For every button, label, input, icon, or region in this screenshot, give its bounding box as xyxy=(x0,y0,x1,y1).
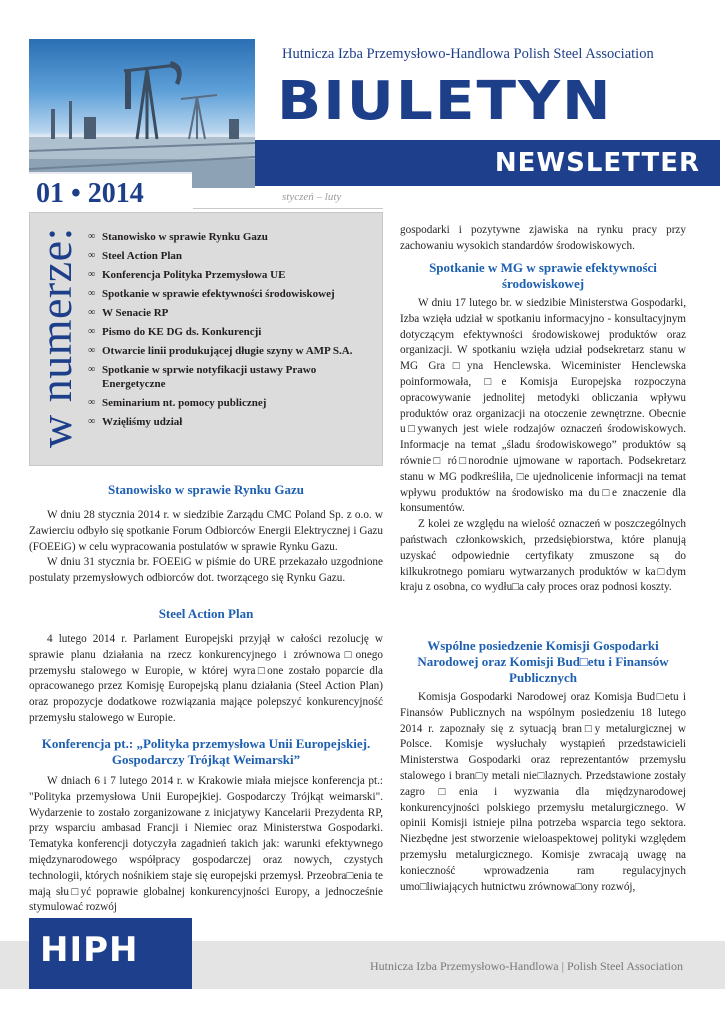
toc-item[interactable]: ∞ Pismo do KE DG ds. Konkurencji xyxy=(88,326,262,338)
toc-item[interactable]: ∞ Konferencja Polityka Przemysłowa UE xyxy=(88,269,286,281)
article-body-steel-action-plan: 4 lutego 2014 r. Parlament Europejski przyjął w całości rezolucję w sprawie planu działania na rzecz konkurencyjnego i zrównowa□onego przemysłu stalowego w Europie, w której wyra□one zostało poparcie dla opracowanego przez Komisję Europejską planu działania (Steel Action Plan) oraz propozycje dodatkowe rozwiązania mające polepszyć konkurencyjność przemysłu stalowego w Europie. xyxy=(29,633,383,724)
article-body-joint-session: Komisja Gospodarki Narodowej oraz Komisja Bud□etu i Finansów Publicznych na wspólnym posiedzeniu 18 lutego 2014 r. zapoznały się z sytuacją bran□y metalurgicznej w Polsce. Komisje wysłuchały wystąpień przedstawicieli Ministerstwa Gospodarki oraz reprezentantów przemysłu stalowego i bran□y metali nie□laznych. Przedstawione zostały zagro□enia i wyzwania dla międzynarodowej konkurencyjności polskiego przemysłu metalurgicznego. W opinii Komisji istnieje pilna potrzeba wsparcia tego sektora. Niezbędne jest stworzenie wieloaspektowej polityki względem przemysłu metalurgicznego. Komisje zwracają uwagę na konieczność wprowadzenia ram regulacyjnych umo□liwiających hutnictwu zrównowa□ony rozwój, xyxy=(400,691,686,893)
infinity-bullet-icon: ∞ xyxy=(88,288,96,299)
header-photo-oil-pumps xyxy=(29,39,255,188)
article-title-mg-meeting: Spotkanie w MG w sprawie efektywności środowiskowej xyxy=(429,260,657,291)
infinity-bullet-icon: ∞ xyxy=(88,397,96,408)
infinity-bullet-icon: ∞ xyxy=(88,307,96,318)
toc-item[interactable]: ∞ Steel Action Plan xyxy=(88,250,183,262)
article-body-gas: W dniu 28 stycznia 2014 r. w siedzibie Zarządu CMC Poland Sp. z o.o. w Zawierciu odbyło się spotkanie Forum Odbiorców Energii Elektrycznej i Gazu (FOEEiG) w celu wypracowania postulatów w sprawie Rynku Gazu. W dniu 31 stycznia br. FOEEiG w piśmie do URE przekazało uzgodnione postulaty przemysłowych odbiorców dot. tworzącego się Rynku Gazu. xyxy=(29,509,383,585)
infinity-bullet-icon: ∞ xyxy=(88,269,96,280)
toc-label-container xyxy=(29,212,89,466)
infinity-bullet-icon: ∞ xyxy=(88,416,96,427)
toc-item[interactable]: ∞ Stanowisko w sprawie Rynku Gazu xyxy=(88,231,268,243)
issue-number: 01 • 2014 xyxy=(36,178,144,209)
article-body-conference-cont: gospodarki i pozytywne zjawiska na rynku pracy przy zachowaniu wysokich standardów środowiskowych. xyxy=(400,224,686,252)
newsletter-label: NEWSLETTER xyxy=(494,148,700,178)
newsletter-bar xyxy=(255,140,720,186)
toc-item[interactable]: ∞ Seminarium nt. pomocy publicznej xyxy=(88,397,267,409)
toc-item[interactable]: ∞ Spotkanie w sprawie efektywności środowiskowej xyxy=(88,288,335,300)
toc-list xyxy=(88,230,378,434)
issue-date: styczeń – luty xyxy=(282,191,342,203)
infinity-bullet-icon: ∞ xyxy=(88,345,96,356)
association-name: Hutnicza Izba Przemysłowo-Handlowa Polish Steel Association xyxy=(282,46,654,62)
toc-item[interactable]: ∞ Otwarcie linii produkującej długie szyny w AMP S.A. xyxy=(88,345,353,357)
toc-item[interactable]: ∞ W Senacie RP xyxy=(88,307,169,319)
article-title-conference: Konferencja pt.: „Polityka przemysłowa Unii Europejskiej. Gospodarczy Trójkąt Weimarski” xyxy=(41,736,371,767)
hiph-logo-text: HIPH xyxy=(40,930,139,970)
infinity-bullet-icon: ∞ xyxy=(88,231,96,242)
footer-text: Hutnicza Izba Przemysłowo-Handlowa | Polish Steel Association xyxy=(369,959,683,973)
article-title-gas: Stanowisko w sprawie Rynku Gazu xyxy=(107,482,305,497)
toc-item[interactable]: ∞ Wzięliśmy udział xyxy=(88,416,183,428)
infinity-bullet-icon: ∞ xyxy=(88,326,96,337)
infinity-bullet-icon: ∞ xyxy=(88,364,96,375)
toc-item[interactable]: ∞ Spotkanie w sprwie notyfikacji ustawy Prawo Energetyczne xyxy=(88,364,317,390)
divider xyxy=(193,208,383,209)
newsletter-title: BIULETYN xyxy=(277,69,613,132)
toc-label: w numerze: xyxy=(30,227,81,448)
infinity-bullet-icon: ∞ xyxy=(88,250,96,261)
article-body-mg-meeting: W dniu 17 lutego br. w siedzibie Ministerstwa Gospodarki, Izba wzięła udział w spotkaniu informacyjno - konsultacyjnym dotyczącym efektywności środowiskowej produktów oraz organizacji. W spotkaniu wzięła udział podsekretarz stanu w MG Gra□yna Henclewska. Wiceminister Henclewska poinformowała, □e Komisja Europejska rozpoczyna opracowywanie jednolitej metodyki obliczania wpływu produktów oraz organizacji na otoczenie zewnętrzne. Obecnie u□ywanych jest wiele rodzajów oznaczeń środowiskowych. Informacje na temat „śladu środowiskowego” produktów są równie□ ró□norodnie ujmowane w raportach. Podsekretarz stanu w MG podkreśliła, □e ujednolicenie informacji na temat wpływu produktów na środowisko ma du□e znaczenie dla konsumentów. Z kolei ze względu na wielość oznaczeń w poszczególnych państwach członkowskich, przedsiębiorstwa, które planują uzyskać odpowiednie certyfikaty zmuszone są do kilkukrotnego pomiaru wytwarzanych produktów w ka□dym kraju z osobna, co wydłu□a cały proces oraz podnosi koszty. xyxy=(400,297,686,594)
article-title-steel-action-plan: Steel Action Plan xyxy=(158,606,254,621)
article-title-joint-session: Wspólne posiedzenie Komisji Gospodarki Narodowej oraz Komisji Bud□etu i Finansów Publicznych xyxy=(417,638,669,685)
article-body-conference: W dniach 6 i 7 lutego 2014 r. w Krakowie miała miejsce konferencja pt.: "Polityka przemysłowa Unii Europejkiej. Gospodarczy Trójkąt weimarski". Wydarzenie to zostało zorganizowane z inicjatywy Kancelarii Prezydenta RP, przy wsparciu ambasad Francji i Niemiec oraz Ministerstwa Gospodarki. Tematyka konferencji dotyczyła zagadnień takich jak: warunki efektywnego międzynarodowego współpracy gospodarczej oraz nowych, czystych technologii, których nośnikiem staje się europejski przemysł. Przeobra□enia te mają słu□yć poprawie globalnej konkurencyjności Europy, a jednocześnie stymulować rozwój xyxy=(29,775,383,914)
